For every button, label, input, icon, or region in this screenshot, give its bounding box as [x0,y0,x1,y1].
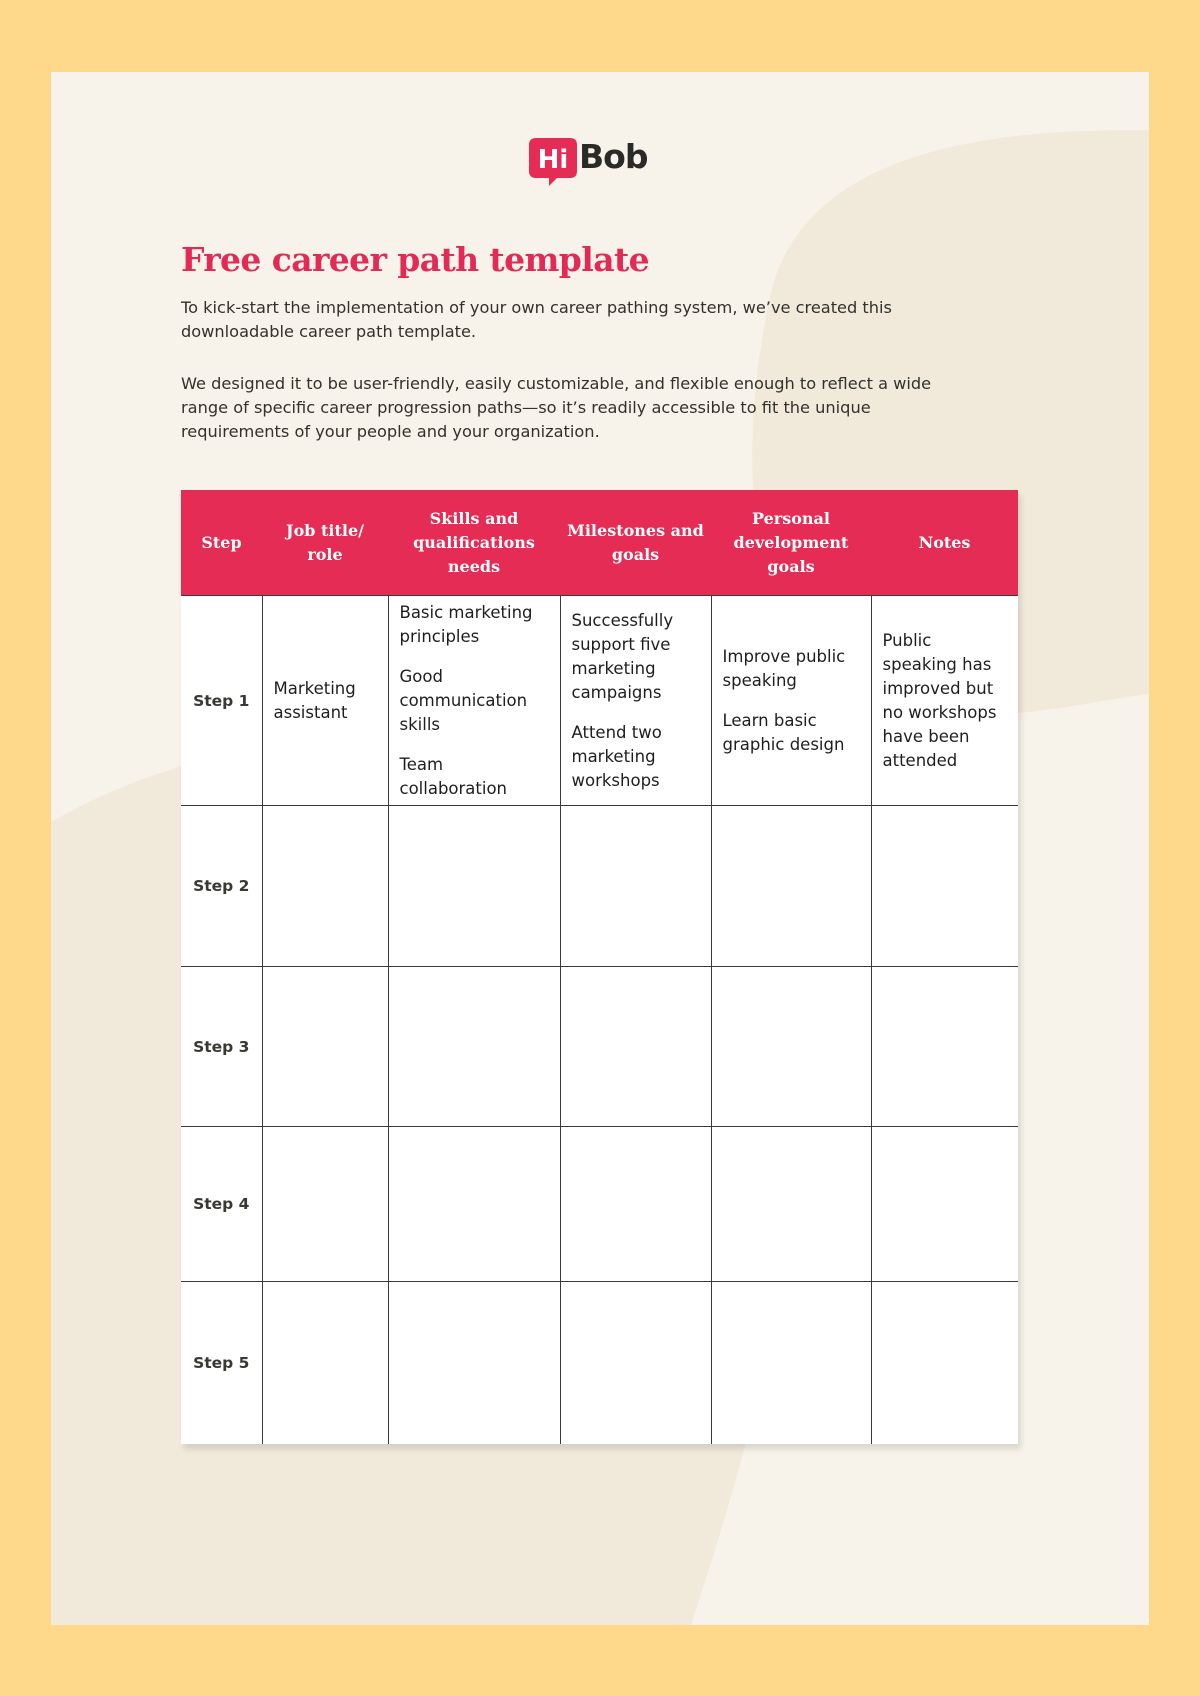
skills-cell[interactable] [388,1127,560,1282]
development-cell[interactable] [711,596,871,806]
notes-cell[interactable] [871,1282,1018,1444]
development-cell[interactable] [711,1127,871,1282]
logo-bubble-icon [527,136,579,188]
career-path-table-container [181,490,1018,1444]
intro-section [181,240,1021,444]
table-row [181,967,1018,1127]
job-title-cell[interactable] [262,596,388,806]
step-label: Step 4 [181,1127,262,1282]
milestones-cell[interactable] [560,967,711,1127]
skills-cell[interactable] [388,596,560,806]
skills-cell[interactable] [388,1282,560,1444]
logo-bubble-text: Hi [537,145,569,175]
job-title-cell[interactable] [262,1127,388,1282]
skills-cell[interactable] [388,967,560,1127]
step-label: Step 5 [181,1282,262,1444]
header-development: Personal development goals [711,490,871,596]
job-title-cell[interactable] [262,967,388,1127]
notes-text: Public speaking has improved but no workshops have been attended [882,630,997,770]
skill-item: Basic marketing principles [399,602,533,646]
template-page [51,72,1149,1625]
skill-item: Good communication skills [399,666,528,734]
career-path-table [181,490,1018,1444]
header-job-title: Job title/ role [262,490,388,596]
step-label: Step 1 [181,596,262,806]
milestone-item: Attend two marketing workshops [571,722,662,790]
development-cell[interactable] [711,1282,871,1444]
header-skills: Skills and qualifications needs [388,490,560,596]
milestones-cell[interactable] [560,1127,711,1282]
step-label: Step 3 [181,967,262,1127]
table-row [181,1282,1018,1444]
milestones-cell[interactable] [560,1282,711,1444]
step-label: Step 2 [181,806,262,967]
table-row [181,1127,1018,1282]
milestones-cell[interactable] [560,806,711,967]
job-title-cell[interactable] [262,806,388,967]
milestones-cell[interactable] [560,596,711,806]
development-item: Improve public speaking [722,646,846,690]
header-notes: Notes [871,490,1018,596]
table-header-row [181,490,1018,596]
header-step: Step [181,490,262,596]
milestone-item: Successfully support five marketing campaigns [571,610,674,702]
intro-paragraph-1: To kick-start the implementation of your own career pathing system, we’ve created this downloadable career path template. [181,297,892,341]
job-title-text: Marketing assistant [273,678,356,722]
development-cell[interactable] [711,967,871,1127]
notes-cell[interactable] [871,596,1018,806]
development-item: Learn basic graphic design [722,710,845,754]
table-row [181,596,1018,806]
header-milestones: Milestones and goals [560,490,711,596]
hibob-logo [527,136,657,192]
notes-cell[interactable] [871,1127,1018,1282]
development-cell[interactable] [711,806,871,967]
logo-wordmark: Bob [579,137,648,176]
skill-item: Team collaboration [399,754,508,798]
notes-cell[interactable] [871,806,1018,967]
table-row [181,806,1018,967]
page-title: Free career path template [181,240,650,279]
notes-cell[interactable] [871,967,1018,1127]
intro-paragraph-2: We designed it to be user-friendly, easily customizable, and flexible enough to reflect a wide range of specific career progression paths—so it’s readily accessible to fit the unique requirements of your people and your organization. [181,373,932,441]
skills-cell[interactable] [388,806,560,967]
job-title-cell[interactable] [262,1282,388,1444]
